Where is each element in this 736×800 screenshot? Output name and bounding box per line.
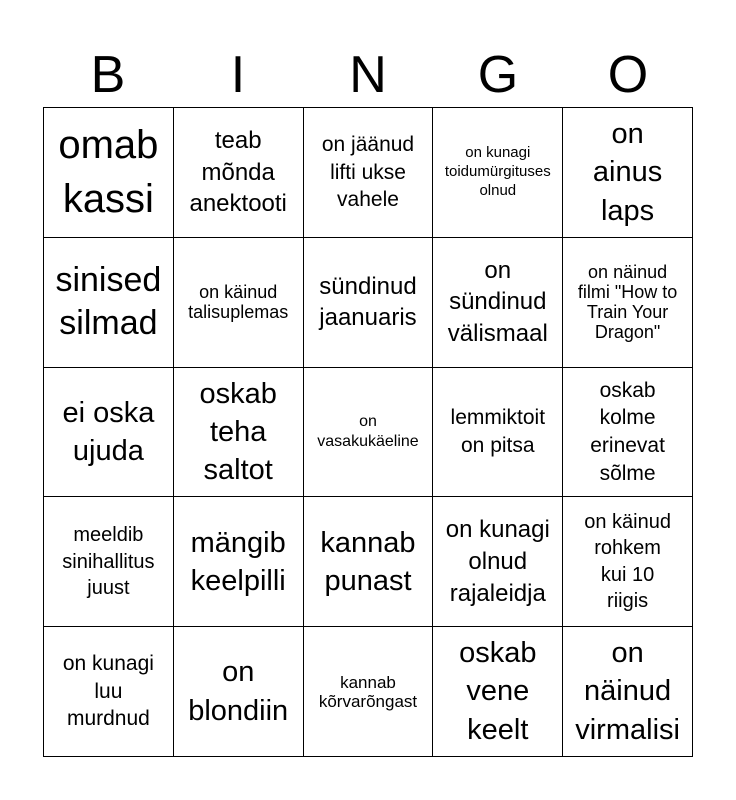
cell-text: on näinud virmalisi	[575, 637, 680, 746]
bingo-cell-r3c5[interactable]	[563, 368, 693, 498]
bingo-header	[43, 42, 693, 108]
bingo-cell-r2c3[interactable]	[304, 238, 434, 368]
cell-text: kannab kõrvarõngast	[318, 672, 418, 711]
bingo-cell-r1c1[interactable]	[44, 108, 174, 238]
bingo-cell-r2c2[interactable]	[174, 238, 304, 368]
bingo-cell-r2c1[interactable]	[44, 238, 174, 368]
bingo-cell-r2c4[interactable]	[433, 238, 563, 368]
bingo-cell-r1c2[interactable]	[174, 108, 304, 238]
bingo-cell-r4c1[interactable]	[44, 497, 174, 627]
bingo-cell-r5c4[interactable]	[433, 627, 563, 757]
cell-text: sündinud jaanuaris	[319, 272, 417, 332]
header-letter-b: B	[90, 46, 126, 104]
cell-text: on käinud rohkem kui 10 riigis	[584, 511, 671, 613]
cell-text: teab mõnda anektooti	[189, 126, 287, 218]
bingo-cell-r3c2[interactable]	[174, 368, 304, 498]
cell-text: on blondiin	[188, 656, 289, 727]
bingo-cell-r5c1[interactable]	[44, 627, 174, 757]
cell-text: kannab punast	[320, 526, 416, 597]
bingo-grid	[43, 107, 693, 757]
cell-text: ei oska ujuda	[62, 396, 155, 467]
cell-text: omab kassi	[58, 123, 159, 222]
bingo-cell-r3c1[interactable]	[44, 368, 174, 498]
cell-text: sinised silmad	[55, 261, 162, 343]
header-letter-i: I	[230, 46, 246, 104]
bingo-cell-r5c2[interactable]	[174, 627, 304, 757]
cell-text: on käinud talisuplemas	[188, 282, 289, 323]
cell-text: mängib keelpilli	[190, 526, 286, 597]
cell-text: lemmiktoit on pitsa	[450, 406, 546, 457]
cell-text: on sündinud välismaal	[447, 256, 548, 348]
cell-text: on kunagi toidumürgituses olnud	[444, 144, 551, 199]
cell-text: on jäänud lifti ukse vahele	[321, 132, 415, 212]
bingo-cell-r5c3[interactable]	[304, 627, 434, 757]
bingo-cell-r1c3[interactable]	[304, 108, 434, 238]
bingo-cell-r1c5[interactable]	[563, 108, 693, 238]
cell-text: on kunagi luu murdnud	[62, 652, 154, 731]
header-letter-g: G	[477, 46, 519, 104]
cell-text: on näinud filmi "How to Train Your Dragon"	[577, 261, 678, 343]
bingo-cell-r3c3[interactable]	[304, 368, 434, 498]
bingo-cell-r4c5[interactable]	[563, 497, 693, 627]
cell-text: on ainus laps	[592, 118, 663, 227]
cell-text: on vasakukäeline	[317, 412, 419, 450]
bingo-cell-r5c5[interactable]	[563, 627, 693, 757]
bingo-cell-r4c3[interactable]	[304, 497, 434, 627]
cell-text: oskab vene keelt	[459, 637, 537, 746]
bingo-cell-r2c5[interactable]	[563, 238, 693, 368]
bingo-cell-r3c4[interactable]	[433, 368, 563, 498]
header-letter-n: N	[349, 46, 387, 104]
bingo-cell-r4c2[interactable]	[174, 497, 304, 627]
cell-text: oskab kolme erinevat sõlme	[590, 378, 665, 485]
header-letter-o: O	[607, 46, 649, 104]
bingo-cell-r4c4[interactable]	[433, 497, 563, 627]
cell-text: on kunagi olnud rajaleidja	[445, 516, 550, 607]
bingo-cell-r1c4[interactable]	[433, 108, 563, 238]
cell-text: oskab teha saltot	[199, 377, 277, 487]
cell-text: meeldib sinihallitus juust	[62, 524, 155, 599]
